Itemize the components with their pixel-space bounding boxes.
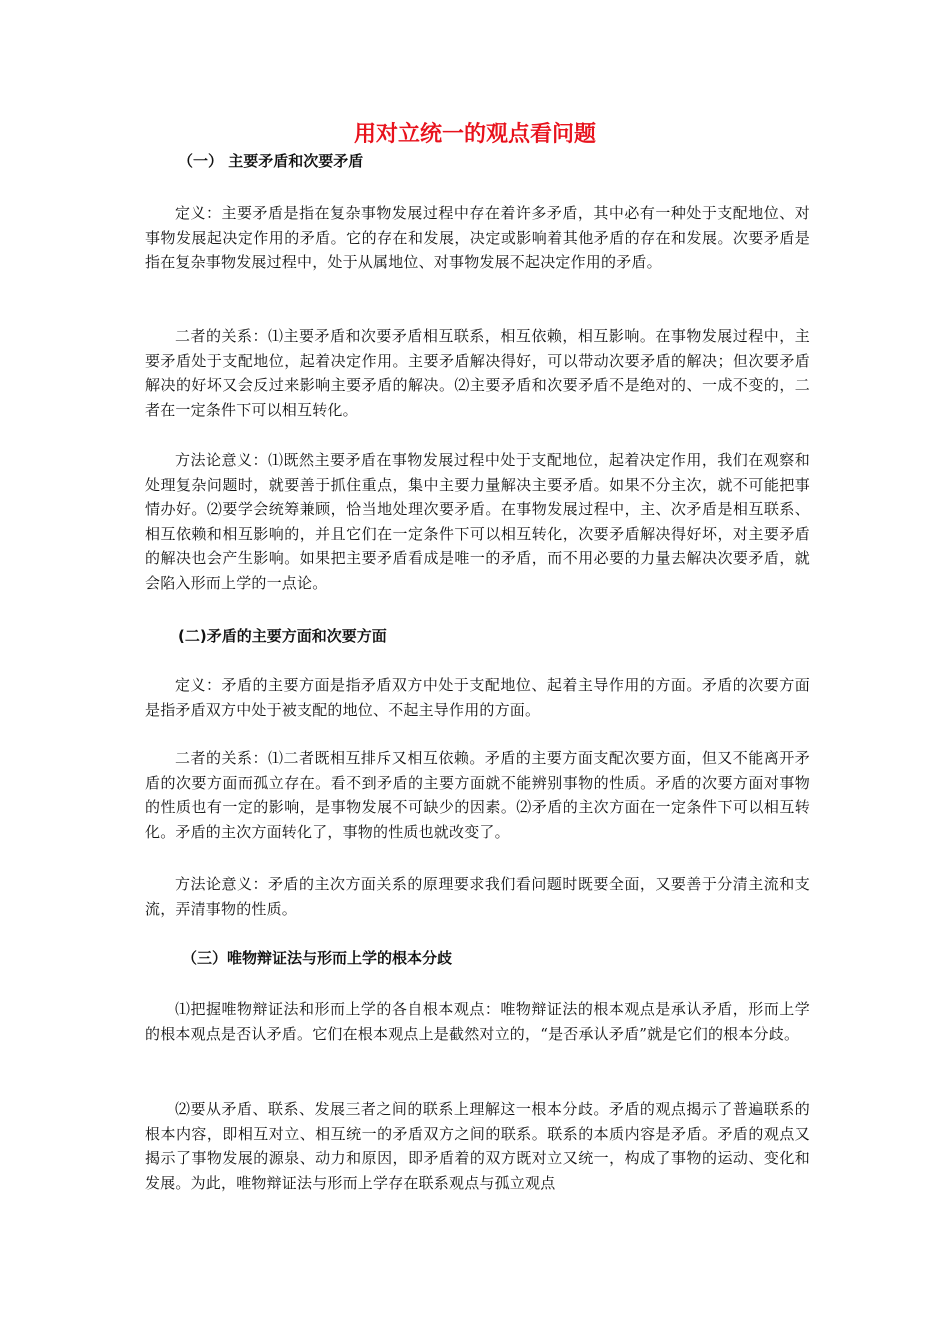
- section-1-paragraph-definition: 定义：主要矛盾是指在复杂事物发展过程中存在着许多矛盾，其中必有一种处于支配地位、对事物发展起决定作用的矛盾。它的存在和发展，决定或影响着其他矛盾的存在和发展。次要矛盾是指在复杂事物发展过程中，处于从属地位、对事物发展不起决定作用的矛盾。: [145, 204, 810, 271]
- section-heading-2: (二)矛盾的主要方面和次要方面: [178, 627, 387, 645]
- section-1-paragraph-methodology: 方法论意义：⑴既然主要矛盾在事物发展过程中处于支配地位，起着决定作用，我们在观察和处理复杂问题时，就要善于抓住重点，集中主要力量解决主要矛盾。如果不分主次，就不可能把事情办好。⑵要学会统筹兼顾，恰当地处理次要矛盾。在事物发展过程中，主、次矛盾是相互联系、相互依赖和相互影响的，并且它们在一定条件下可以相互转化，次要矛盾解决得好坏，对主要矛盾的解决也会产生影响。如果把主要矛盾看成是唯一的矛盾，而不用必要的力量去解决次要矛盾，就会陷入形而上学的一点论。: [145, 451, 810, 592]
- section-2-paragraph-relation: 二者的关系：⑴二者既相互排斥又相互依赖。矛盾的主要方面支配次要方面，但又不能离开矛盾的次要方面而孤立存在。看不到矛盾的主要方面就不能辨别事物的性质。矛盾的次要方面对事物的性质也有一定的影响，是事物发展不可缺少的因素。⑵矛盾的主次方面在一定条件下可以相互转化。矛盾的主次方面转化了，事物的性质也就改变了。: [145, 749, 810, 841]
- section-2-paragraph-definition: 定义：矛盾的主要方面是指矛盾双方中处于支配地位、起着主导作用的方面。矛盾的次要方面是指矛盾双方中处于被支配的地位、不起主导作用的方面。: [145, 676, 810, 719]
- section-3-paragraph-connection: ⑵要从矛盾、联系、发展三者之间的联系上理解这一根本分歧。矛盾的观点揭示了普遍联系的根本内容，即相互对立、相互统一的矛盾双方之间的联系。联系的本质内容是矛盾。矛盾的观点又揭示了事物发展的源泉、动力和原因，即矛盾着的双方既对立又统一，构成了事物的运动、变化和发展。为此，唯物辩证法与形而上学存在联系观点与孤立观点: [145, 1100, 810, 1192]
- section-heading-1: （一） 主要矛盾和次要矛盾: [178, 152, 364, 170]
- section-2-paragraph-methodology: 方法论意义：矛盾的主次方面关系的原理要求我们看问题时既要全面，又要善于分清主流和支流，弄清事物的性质。: [145, 875, 810, 918]
- section-1-paragraph-relation: 二者的关系：⑴主要矛盾和次要矛盾相互联系，相互依赖，相互影响。在事物发展过程中，主要矛盾处于支配地位，起着决定作用。主要矛盾解决得好，可以带动次要矛盾的解决；但次要矛盾解决的好坏又会反过来影响主要矛盾的解决。⑵主要矛盾和次要矛盾不是绝对的、一成不变的，二者在一定条件下可以相互转化。: [145, 327, 810, 419]
- section-3-paragraph-viewpoints: ⑴把握唯物辩证法和形而上学的各自根本观点：唯物辩证法的根本观点是承认矛盾，形而上学的根本观点是否认矛盾。它们在根本观点上是截然对立的，“是否承认矛盾”就是它们的根本分歧。: [145, 1000, 810, 1043]
- section-heading-3: （三）唯物辩证法与形而上学的根本分歧: [182, 949, 453, 967]
- document-title: 用对立统一的观点看问题: [353, 122, 596, 147]
